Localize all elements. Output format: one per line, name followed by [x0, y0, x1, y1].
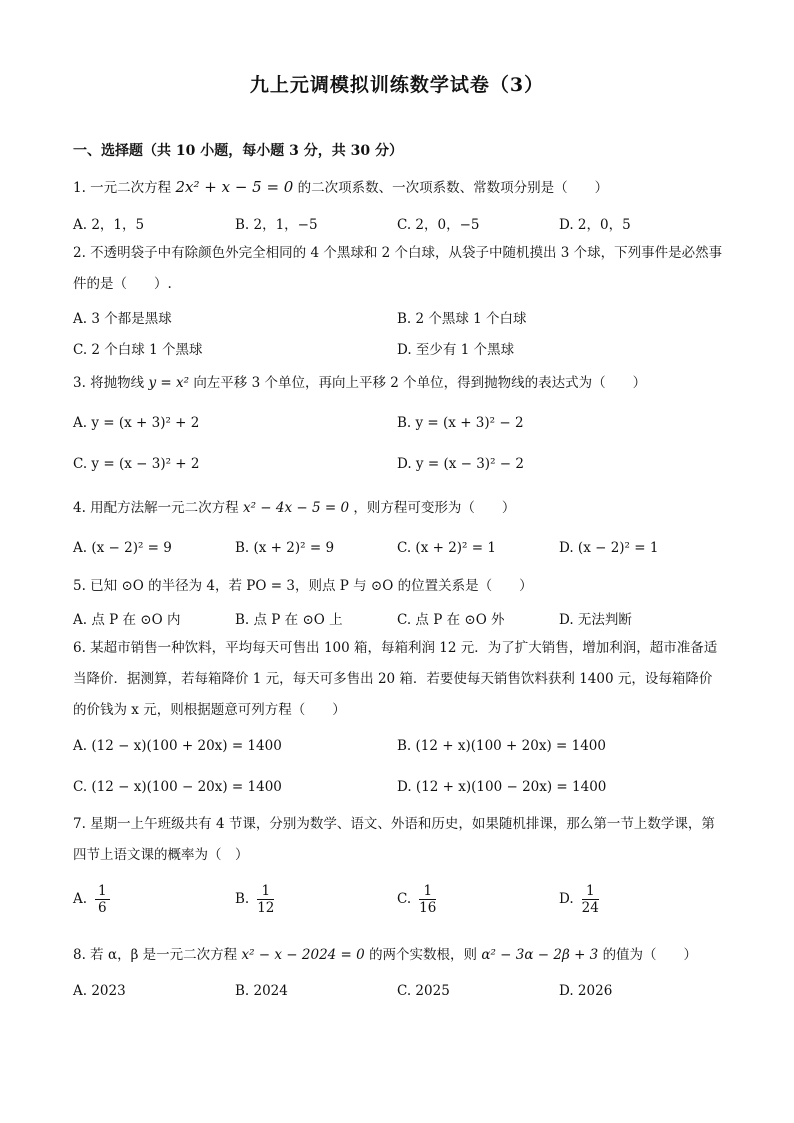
question-2: 2. 不透明袋子中有除颜色外完全相同的 4 个黑球和 2 个白球，从袋子中随机摸出 3 个球，下列事件是必然事件的是（ ）.: [73, 245, 723, 292]
denominator: 12: [257, 900, 275, 916]
numerator: 1: [419, 883, 436, 900]
option-a[interactable]: A. 2，1，5: [73, 217, 145, 233]
denominator: 16: [419, 900, 437, 916]
option-label: D.: [559, 891, 574, 907]
option-a[interactable]: A. 2023: [73, 983, 126, 999]
option-c[interactable]: C. (x + 2)² = 1: [397, 540, 496, 556]
question-8-middle: 的两个实数根，则: [369, 947, 478, 963]
option-a[interactable]: A. 点 P 在 ⊙O 内: [73, 612, 181, 628]
question-4-equation: x² − 4x − 5 = 0: [242, 500, 350, 516]
question-6-options-row-2: [73, 779, 723, 801]
question-2-options-row-2: [73, 338, 723, 360]
section-heading: 一、选择题（共 10 小题，每小题 3 分，共 30 分）: [73, 143, 403, 159]
option-c[interactable]: C. y = (x − 3)² + 2: [73, 456, 200, 472]
option-b[interactable]: B. y = (x + 3)² − 2: [397, 415, 524, 431]
option-a[interactable]: A. (x − 2)² = 9: [73, 540, 172, 556]
option-a[interactable]: [73, 883, 110, 916]
option-b[interactable]: B. 2 个黑球 1 个白球: [397, 311, 527, 327]
option-a[interactable]: A. 3 个都是黑球: [73, 311, 172, 327]
question-5: 5. 已知 ⊙O 的半径为 4，若 PO = 3，则点 P 与 ⊙O 的位置关系是（ ）: [73, 578, 533, 594]
option-label: B.: [235, 891, 250, 907]
option-b[interactable]: B. 2024: [235, 983, 288, 999]
question-5-options: [73, 608, 723, 630]
question-4-options: [73, 540, 723, 562]
question-1-options: [73, 213, 723, 235]
question-1-prefix: 1. 一元二次方程: [73, 180, 172, 196]
option-b[interactable]: B. 点 P 在 ⊙O 上: [235, 612, 343, 628]
option-d[interactable]: D. 2，0，5: [559, 217, 631, 233]
question-8: [73, 940, 723, 971]
question-4-prefix: 4. 用配方法解一元二次方程: [73, 500, 239, 516]
question-2-options-row-1: [73, 307, 723, 329]
option-d[interactable]: [559, 883, 599, 916]
question-1-suffix: 的二次项系数、一次项系数、常数项分别是（ ）: [297, 180, 609, 196]
question-1-equation: 2x² + x − 5 = 0: [175, 178, 294, 196]
fraction: [582, 883, 599, 916]
question-3-equation: y = x²: [148, 375, 190, 391]
fraction: [95, 883, 110, 916]
question-7-options: [73, 883, 723, 923]
option-b[interactable]: B. (12 + x)(100 + 20x) = 1400: [397, 738, 606, 754]
question-7: 7. 星期一上午班级共有 4 节课，分别为数学、语文、外语和历史，如果随机排课，那么第一节上数学课，第四节上语文课的概率为（ ）: [73, 816, 715, 863]
option-a[interactable]: A. (12 − x)(100 + 20x) = 1400: [73, 738, 282, 754]
option-c[interactable]: C. 点 P 在 ⊙O 外: [397, 612, 505, 628]
page-title: 九上元调模拟训练数学试卷（3）: [249, 74, 545, 96]
option-d[interactable]: D. (12 + x)(100 − 20x) = 1400: [397, 779, 607, 795]
denominator: 24: [581, 900, 599, 916]
numerator: 1: [257, 883, 274, 900]
option-a[interactable]: A. y = (x + 3)² + 2: [73, 415, 200, 431]
option-c[interactable]: C. 2，0，−5: [397, 217, 480, 233]
option-d[interactable]: D. y = (x − 3)² − 2: [397, 456, 524, 472]
option-d[interactable]: D. 无法判断: [559, 612, 632, 628]
question-6: 6. 某超市销售一种饮料，平均每天可售出 100 箱，每箱利润 12 元．为了扩大销售，增加利润，超市准备适当降价．据测算，若每箱降价 1 元，每天可多售出 20 箱．若要使每天销售饮料获利 1400 元，设每箱降价的价钱为 x 元，则根据题意可列方程（ ）: [73, 640, 718, 718]
fraction: [419, 883, 436, 916]
option-d[interactable]: D. 2026: [559, 983, 613, 999]
option-c[interactable]: [397, 883, 436, 916]
option-c[interactable]: C. (12 − x)(100 − 20x) = 1400: [73, 779, 282, 795]
option-label: A.: [73, 891, 88, 907]
fraction: [257, 883, 274, 916]
numerator: 1: [95, 883, 110, 900]
question-4: [73, 493, 723, 524]
question-3-options-row-1: [73, 415, 723, 437]
question-1: [73, 172, 723, 204]
question-8-equation: x² − x − 2024 = 0: [241, 947, 365, 963]
option-c[interactable]: C. 2 个白球 1 个黑球: [73, 342, 203, 358]
option-b[interactable]: [235, 883, 274, 916]
question-3: [73, 368, 723, 399]
question-8-prefix: 8. 若 α，β 是一元二次方程: [73, 947, 238, 963]
option-c[interactable]: C. 2025: [397, 983, 450, 999]
question-8-expression: α² − 3α − 2β + 3: [481, 947, 599, 963]
question-6-options-row-1: [73, 738, 723, 760]
question-3-options-row-2: [73, 456, 723, 478]
option-label: C.: [397, 891, 412, 907]
option-b[interactable]: B. (x + 2)² = 9: [235, 540, 335, 556]
question-8-suffix: 的值为（ ）: [602, 947, 698, 963]
option-d[interactable]: D. 至少有 1 个黑球: [397, 342, 515, 358]
question-3-suffix: 向左平移 3 个单位，再向上平移 2 个单位，得到抛物线的表达式为（ ）: [193, 375, 647, 391]
option-b[interactable]: B. 2，1，−5: [235, 217, 318, 233]
numerator: 1: [582, 883, 599, 900]
question-8-options: [73, 983, 723, 1005]
option-d[interactable]: D. (x − 2)² = 1: [559, 540, 659, 556]
denominator: 6: [98, 900, 107, 916]
question-4-suffix: ，则方程可变形为（ ）: [353, 500, 516, 516]
question-3-prefix: 3. 将抛物线: [73, 375, 145, 391]
